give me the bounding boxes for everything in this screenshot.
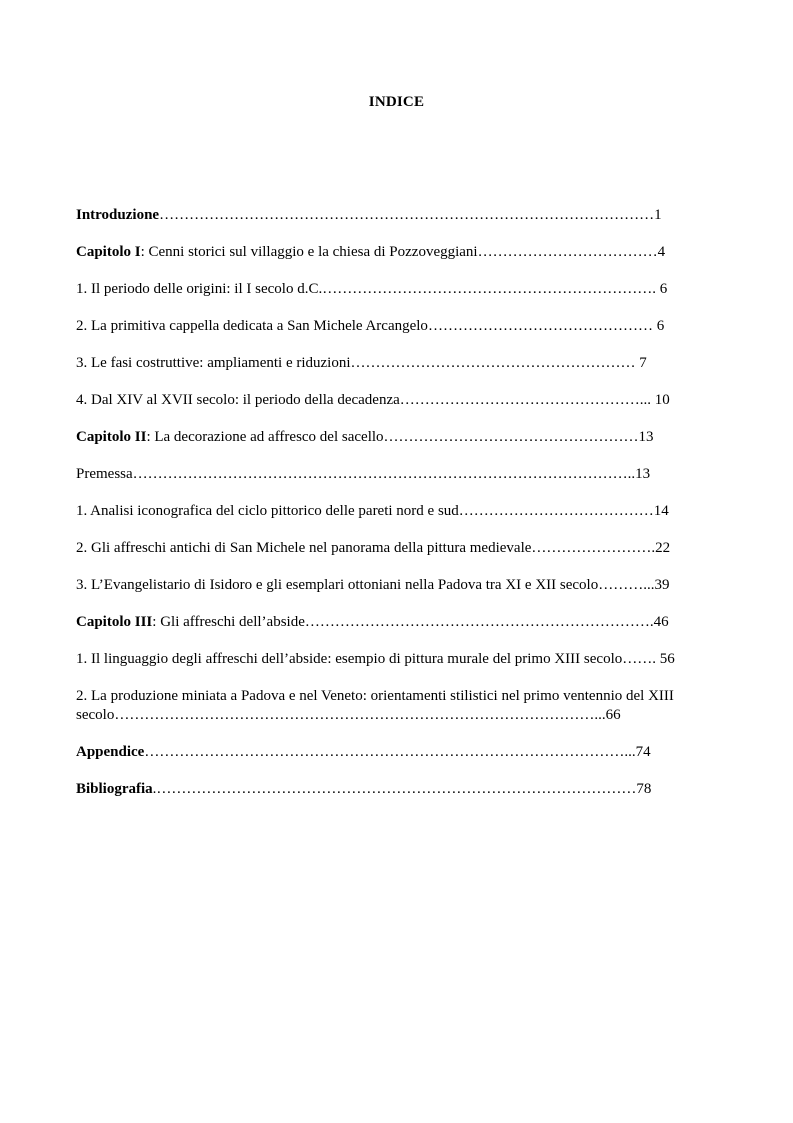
toc-leader-dots: …………………………………………... [399,392,652,408]
toc-entry-2-2[interactable] [76,539,708,558]
toc-page-number: 6 [652,318,665,334]
toc-entry-label: 2. La primitiva cappella dedicata a San Michele Arcangelo [76,318,428,334]
toc-entry-label: 2. La produzione miniata a Padova e nel Veneto: orientamenti stilistici nel primo ventennio del XIII secolo [76,688,674,723]
toc-entry-3-2[interactable] [76,687,708,725]
toc-entry-1-4[interactable] [76,391,708,410]
toc-leader-dots: ……………………………………………………………………………………… [159,207,655,223]
toc-leader-dots: ………………………………… [458,503,654,519]
toc-leader-dots: ……………………………… [477,244,658,260]
toc-entry-label: Premessa [76,466,133,482]
toc-page-number: 10 [651,392,670,408]
toc-entry-label: 3. L’Evangelistario di Isidoro e gli esemplari ottoniani nella Padova tra XI e XII secolo [76,577,599,593]
toc-page-number: 6 [655,281,668,297]
toc-leader-dots: ……………………………………… [427,318,653,334]
toc-page-number: 4 [657,244,666,260]
toc-entry-bibliografia[interactable] [76,780,708,799]
toc-entry-label: : La decorazione ad affresco del sacello [146,429,384,445]
toc-entry-1-3[interactable] [76,354,708,373]
toc-page-number: 56 [655,651,675,667]
toc-page-number: 46 [653,614,669,630]
toc-entry-label: 4. Dal XIV al XVII secolo: il periodo della decadenza [76,392,400,408]
toc-entry-label: 2. Gli affreschi antichi di San Michele nel panorama della pittura medievale [76,540,532,556]
toc-page-number: 22 [655,540,671,556]
toc-entry-label: 3. Le fasi costruttive: ampliamenti e riduzioni [76,355,351,371]
toc-leader-dots: ……………………………………………………………. [304,614,654,630]
toc-leader-dots: …………………………………………………………………………………… [156,781,637,797]
toc-entry-1-1[interactable] [76,280,708,299]
toc-entry-label: 1. Il periodo delle origini: il I secolo d.C. [76,281,323,297]
toc-entry-bold-label: Capitolo II [76,429,147,445]
toc-page-number: 74 [635,744,651,760]
toc-leader-dots: ……………………………………………………………………………………... [114,707,606,723]
toc-page-number: 66 [605,707,621,723]
toc-entry-label: . [152,781,157,797]
toc-page-number: 14 [653,503,669,519]
toc-entry-2-1[interactable] [76,502,708,521]
toc-entry-bold-label: Capitolo I [76,244,141,260]
toc-entry-capitolo-3[interactable] [76,613,708,632]
toc-entry-bold-label: Capitolo III [76,614,153,630]
toc-leader-dots: …………………………………………………………. [322,281,656,297]
toc-entry-bold-label: Appendice [76,744,145,760]
toc-leader-dots: ………………………………………………… [350,355,636,371]
toc-page-number: 7 [635,355,647,371]
page-title: INDICE [368,94,425,110]
toc-page-number: 13 [635,466,651,482]
toc-entry-1-2[interactable] [76,317,708,336]
toc-entry-3-1[interactable] [76,650,708,669]
toc-entry-capitolo-2[interactable] [76,428,708,447]
toc-leader-dots: ……………………. [531,540,656,556]
toc-entry-label: : Gli affreschi dell’abside [152,614,305,630]
toc-page-number: 39 [654,577,670,593]
toc-leader-dots: ………... [598,577,655,593]
toc-leader-dots: ……………………………………………………………………………………... [144,744,636,760]
table-of-contents [76,206,708,817]
toc-entry-introduzione[interactable] [76,206,708,225]
toc-leader-dots: …………………………………………… [383,429,639,445]
toc-entry-bold-label: Introduzione [76,207,160,223]
toc-leader-dots: ……………………………………………………………………………………….. [132,466,636,482]
toc-entry-label: 1. Analisi iconografica del ciclo pittorico delle pareti nord e sud [76,503,459,519]
toc-entry-capitolo-1[interactable] [76,243,708,262]
toc-entry-label: : Cenni storici sul villaggio e la chiesa di Pozzoveggiani [140,244,478,260]
toc-page-number: 1 [654,207,662,223]
toc-entry-label: 1. Il linguaggio degli affreschi dell’abside: esempio di pittura murale del primo XIII secolo [76,651,623,667]
toc-entry-2-3[interactable] [76,576,708,595]
toc-leader-dots: ……. [622,651,656,667]
toc-page-number: 13 [638,429,654,445]
toc-entry-bold-label: Bibliografia [76,781,153,797]
toc-entry-appendice[interactable] [76,743,708,762]
toc-page-number: 78 [636,781,652,797]
toc-entry-premessa[interactable] [76,465,708,484]
